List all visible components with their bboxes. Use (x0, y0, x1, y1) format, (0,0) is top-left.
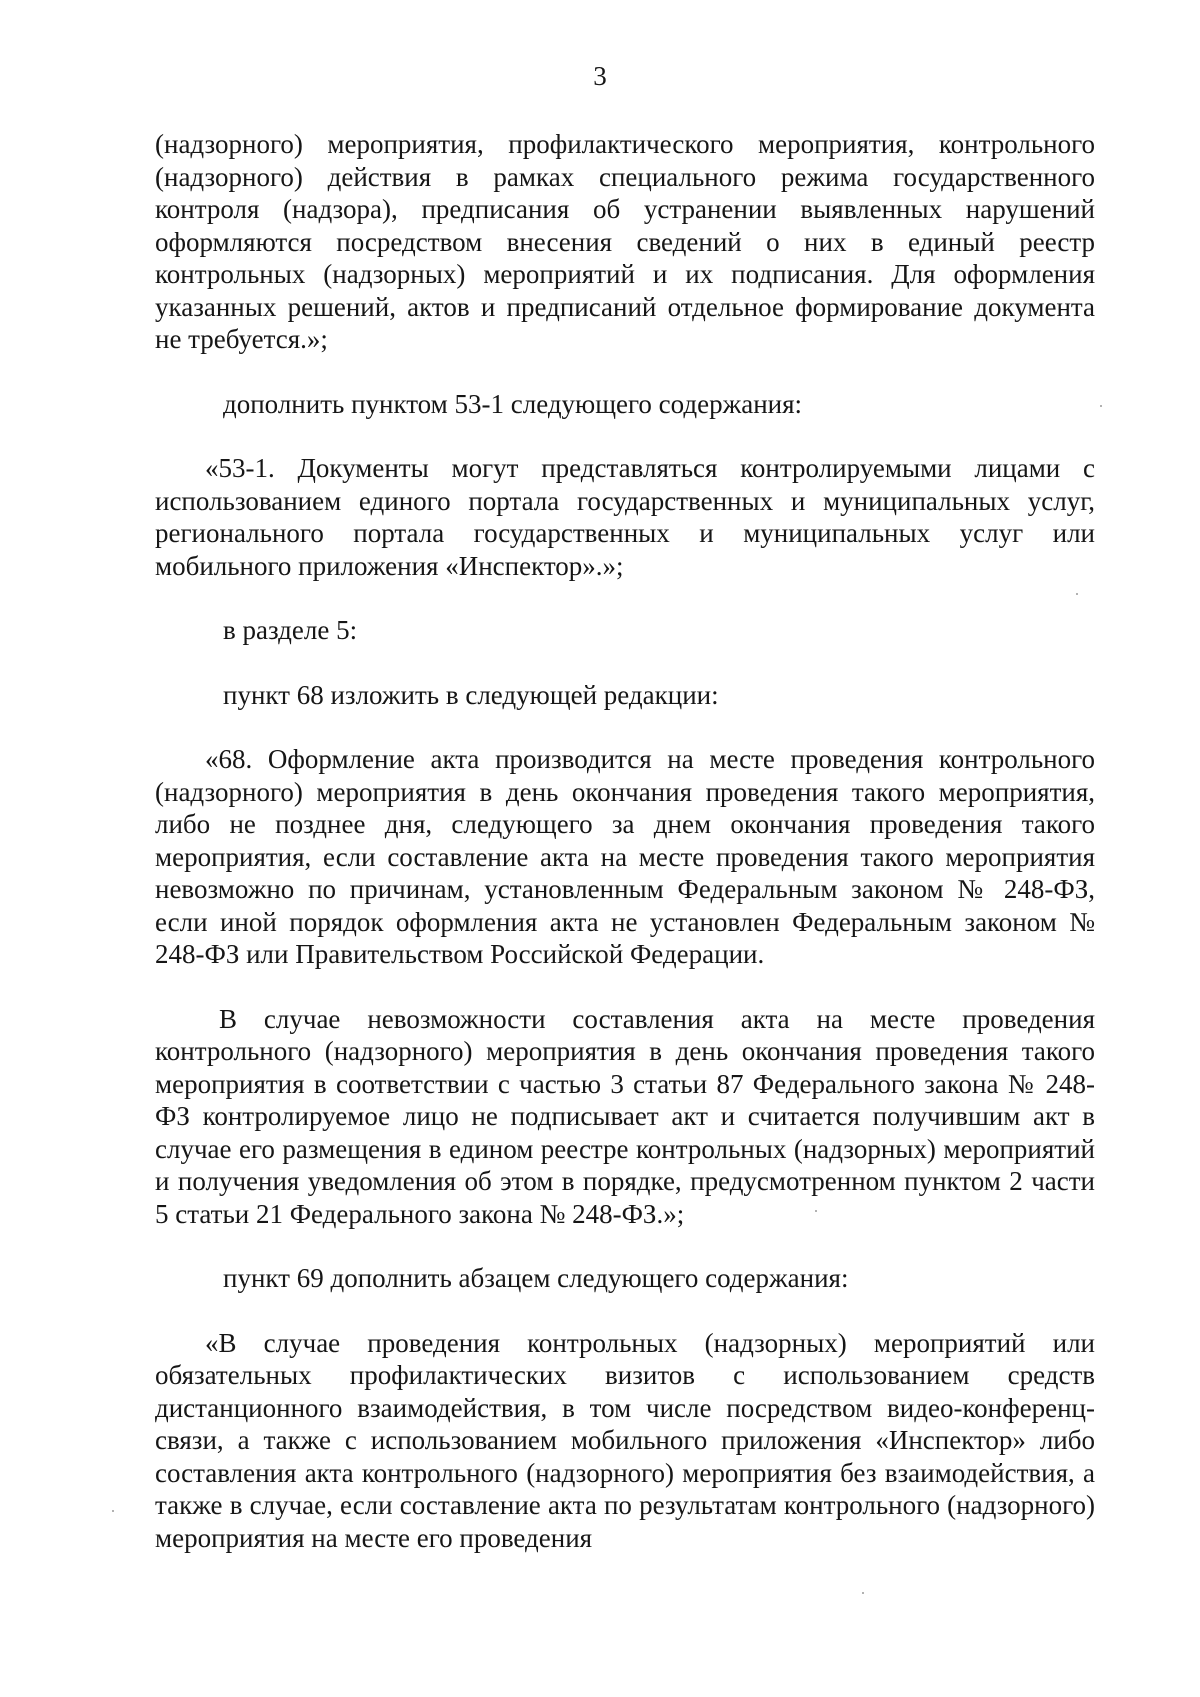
paragraph-section-5: в разделе 5: (223, 615, 358, 645)
paragraph-item-68: «68. Оформление акта производится на месте проведения контрольного (надзорного) мероприятия в день окончания проведения такого мероприятия, либо не позднее дня, следующего за днем окончания проведения такого мероприятия, если составление акта на месте проведения такого мероприятия невозможно по причинам, установленным Федеральным законом № 248-ФЗ, если иной порядок оформления акта не установлен Федеральным законом № 248-ФЗ или Правительством Российской Федерации. (155, 744, 1095, 969)
scan-speck (862, 1592, 864, 1594)
paragraph-item-68-second: В случае невозможности составления акта на месте проведения контрольного (надзорного) мероприятия в день окончания проведения такого мероприятия в соответствии с частью 3 статьи 87 Федерального закона № 248-ФЗ контролируемое лицо не подписывает акт и считается получившим акт в случае его размещения в едином реестре контрольных (надзорных) мероприятий и получения уведомления об этом в порядке, предусмотренном пунктом 2 части 5 статьи 21 Федерального закона № 248-ФЗ.»; (155, 1003, 1095, 1229)
page-number: 3 (593, 61, 607, 91)
paragraph-instruction-69: пункт 69 дополнить абзацем следующего содержания: (223, 1263, 849, 1293)
paragraph-continuation: (надзорного) мероприятия, профилактического мероприятия, контрольного (надзорного) действия в рамках специального режима государственного контроля (надзора), предписания об устранении выявленных нарушений оформляются посредством внесения сведений о них в единый реестр контрольных (надзорных) мероприятий и их подписания. Для оформления указанных решений, актов и предписаний отдельное формирование документа не требуется.»; (155, 129, 1095, 354)
paragraph-item-53-1: «53-1. Документы могут представляться контролируемыми лицами с использованием единого портала государственных и муниципальных услуг, регионального портала государственных и муниципальных услуг или мобильного приложения «Инспектор».»; (155, 453, 1095, 581)
document-body (155, 128, 1095, 1554)
scan-speck (112, 1510, 114, 1512)
scan-speck (1100, 405, 1102, 407)
paragraph-item-69-abzac: «В случае проведения контрольных (надзорных) мероприятий или обязательных профилактических визитов с использованием средств дистанционного взаимодействия, в том числе посредством видео-конференц-связи, а также с использованием мобильного приложения «Инспектор» либо составления акта контрольного (надзорного) мероприятия без взаимодействия, а также в случае, если составление акта по результатам контрольного (надзорного) мероприятия на месте его проведения (155, 1327, 1095, 1553)
scan-speck (815, 1210, 817, 1212)
paragraph-instruction-53-1: дополнить пунктом 53-1 следующего содержания: (223, 388, 803, 419)
paragraph-instruction-68: пункт 68 изложить в следующей редакции: (223, 679, 719, 710)
scan-speck (1076, 593, 1078, 595)
